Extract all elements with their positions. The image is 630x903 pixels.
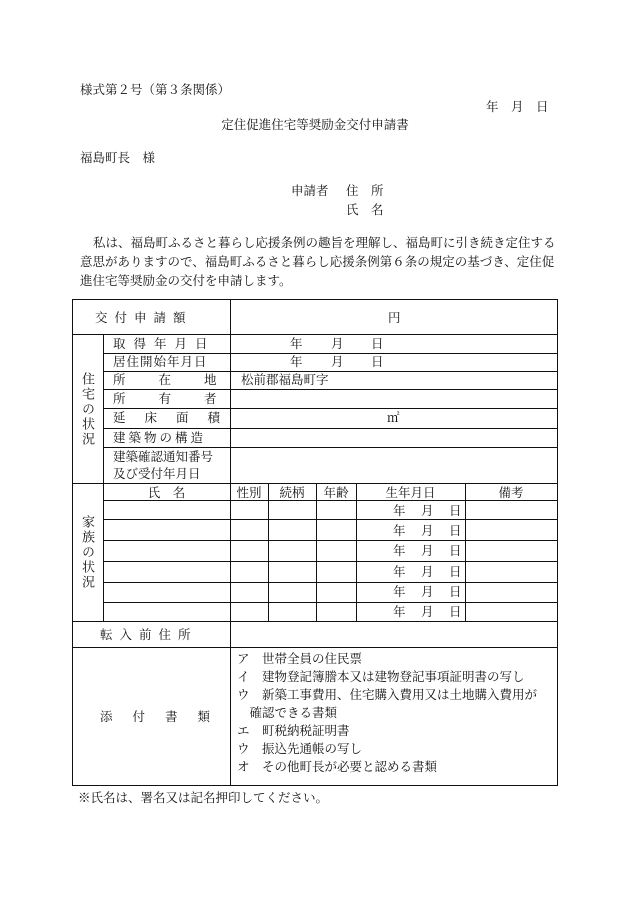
birth-month: 月 [421, 604, 434, 619]
birth-year: 年 [393, 523, 406, 538]
acquisition-date-day: 日 [371, 336, 384, 351]
list-item: ウ 振込先通帳の写し [237, 741, 363, 756]
addressee: 福島町長 様 [80, 150, 156, 165]
birth-year: 年 [393, 543, 406, 558]
birth-month: 月 [421, 503, 434, 518]
housing-section-label: 住宅の状況 [79, 372, 94, 447]
birth-day: 日 [449, 604, 462, 619]
birth-day: 日 [449, 523, 462, 538]
location-label: 所在地 [113, 372, 250, 387]
birth-year: 年 [393, 503, 406, 518]
residence-start-day: 日 [371, 354, 384, 369]
list-item: オ その他町長が必要と認める書類 [237, 759, 438, 774]
birth-day: 日 [449, 584, 462, 599]
family-header-birth: 生年月日 [385, 485, 436, 500]
building-confirmation-label-line2: 及び受付年月日 [113, 466, 201, 481]
birth-year: 年 [393, 604, 406, 619]
acquisition-date-label: 取得年月日 [113, 336, 216, 351]
list-item: 確認できる書類 [237, 705, 338, 720]
floor-area-label: 延床面積 [113, 410, 240, 425]
building-structure-label: 建築物の構造 [113, 430, 207, 445]
birth-month: 月 [421, 584, 434, 599]
birth-day: 日 [449, 564, 462, 579]
family-header-name: 氏 名 [147, 485, 186, 500]
residence-start-month: 月 [331, 354, 344, 369]
list-item: ア 世帯全員の住民票 [237, 651, 363, 666]
residence-start-label: 居住開始年月日 [113, 354, 208, 369]
birth-year: 年 [393, 564, 406, 579]
birth-month: 月 [421, 543, 434, 558]
address-label: 住 所 [346, 183, 384, 198]
footnote: ※氏名は、署名又は記名押印してください。 [78, 790, 329, 805]
list-item: ウ 新築工事費用、住宅購入費用又は土地購入費用が [237, 687, 538, 702]
document-title: 定住促進住宅等奨励金交付申請書 [221, 117, 409, 132]
name-label: 氏 名 [346, 202, 384, 217]
birth-month: 月 [421, 523, 434, 538]
family-header-notes: 備考 [498, 485, 524, 500]
family-header-relation: 続柄 [279, 485, 305, 500]
attachments-label: 添付書類 [100, 709, 231, 724]
birth-day: 日 [449, 543, 462, 558]
form-number: 様式第２号（第３条関係） [80, 82, 231, 97]
list-item: エ 町税納税証明書 [237, 723, 350, 738]
residence-start-year: 年 [290, 354, 303, 369]
birth-month: 月 [421, 564, 434, 579]
owner-label: 所有者 [113, 391, 250, 406]
birth-year: 年 [393, 584, 406, 599]
birth-day: 日 [449, 503, 462, 518]
location-value: 松前郡福島町字 [241, 372, 329, 387]
list-item: イ 建物登記簿謄本又は建物登記事項証明書の写し [237, 669, 525, 684]
intro-paragraph: 私は、福島町ふるさと暮らし応援条例の趣旨を理解し、福島町に引き続き定住する意思がありますので、福島町ふるさと暮らし応援条例第６条の規定の基づき、定住促進住宅等奨励金の交付を申請します。 [80, 235, 556, 288]
family-header-sex: 性別 [236, 485, 262, 500]
floor-area-unit: ㎡ [387, 410, 400, 425]
acquisition-date-month: 月 [331, 336, 344, 351]
acquisition-date-year: 年 [290, 336, 303, 351]
amount-label: 交付申請額 [95, 310, 193, 325]
family-section-label: 家族の状況 [79, 515, 94, 590]
applicant-label: 申請者 [291, 183, 329, 198]
family-header-age: 年齢 [323, 485, 349, 500]
date-line: 年 月 日 [486, 99, 549, 114]
building-confirmation-label-line1: 建築確認通知番号 [113, 449, 214, 464]
previous-address-label: 転入前住所 [100, 627, 198, 642]
amount-unit: 円 [388, 310, 401, 325]
